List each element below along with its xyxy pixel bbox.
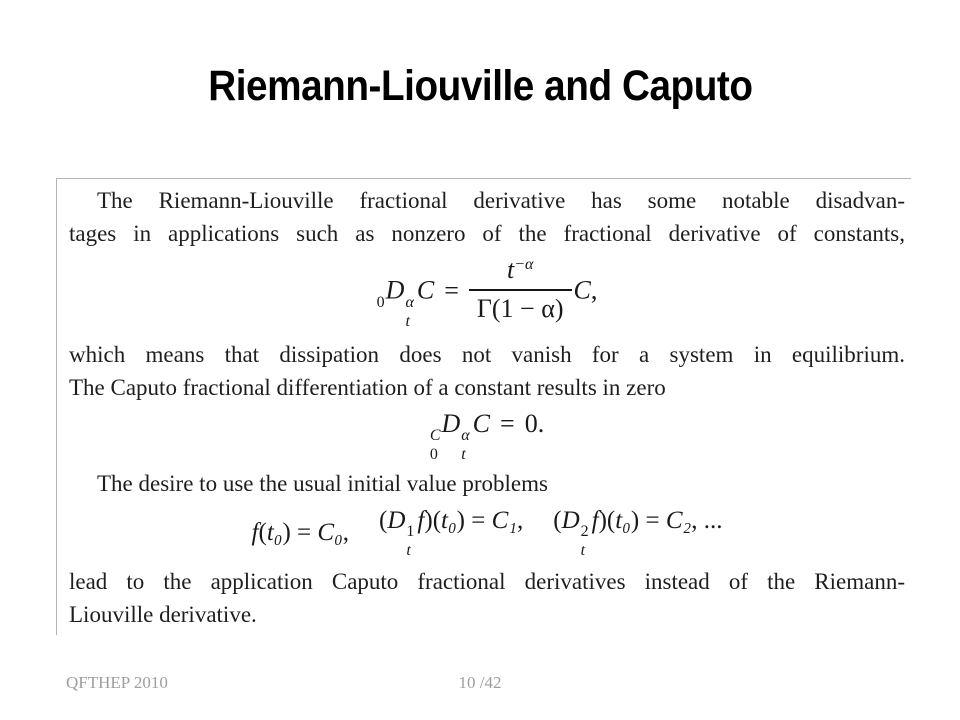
slide-title: Riemann-Liouville and Caputo [207, 62, 753, 110]
rl-factor: C [573, 275, 591, 305]
ivp-group3: (D 2 t f)(t₀) = C₂, ... [553, 506, 723, 559]
caputo-operand: C [472, 408, 491, 438]
rl-prescript-sub: 0 [376, 293, 385, 311]
content-box [56, 178, 911, 635]
slide-title-area [0, 62, 960, 110]
ivp-group1: f(t₀) = C₀, [251, 518, 350, 546]
formula-riemann-liouville [69, 250, 905, 338]
caputo-rhs: 0. [524, 408, 545, 438]
formula-initial-values [69, 500, 905, 565]
paragraph3-line1: The desire to use the usual initial value problems [97, 471, 548, 496]
paragraph1-line2: tages in applications such as nonzero of the fractional derivative of constants, [69, 221, 905, 246]
rl-fraction [469, 255, 572, 324]
caputo-prescripts: C 0 [429, 426, 441, 463]
paragraph4-line1: lead to the application Caputo fractional derivatives instead of the Riemann- [69, 569, 905, 594]
rl-frac-num-sup: −α [514, 256, 534, 274]
rl-punct: , [590, 275, 598, 305]
caputo-operator: D [441, 408, 461, 438]
paragraph2-line1: which means that dissipation does not vanish for a system in equilibrium. [69, 342, 905, 367]
caputo-equals: = [500, 408, 515, 438]
rl-frac-den: Γ(1 − α) [469, 289, 572, 324]
ivp-group2: (D 1 t f)(t₀) = C₁, [379, 506, 524, 559]
rl-operator: D [385, 275, 405, 305]
paragraph2-line2: The Caputo fractional differentiation of a constant results in zero [69, 375, 666, 400]
caputo-operator-scripts: α t [461, 426, 470, 463]
formula-caputo [69, 404, 905, 467]
paragraph1-line1: The Riemann-Liouville fractional derivative has some notable disadvan- [97, 188, 905, 213]
rl-frac-num-base: t [506, 255, 515, 285]
slide-page-number: 10 /42 [458, 673, 502, 692]
conference-label: QFTHEP 2010 [66, 673, 168, 692]
rl-operator-scripts: α t [405, 293, 414, 330]
rl-operand: C [416, 275, 435, 305]
paragraph4-line2: Liouville derivative. [69, 602, 257, 627]
rl-equals: = [444, 275, 459, 305]
